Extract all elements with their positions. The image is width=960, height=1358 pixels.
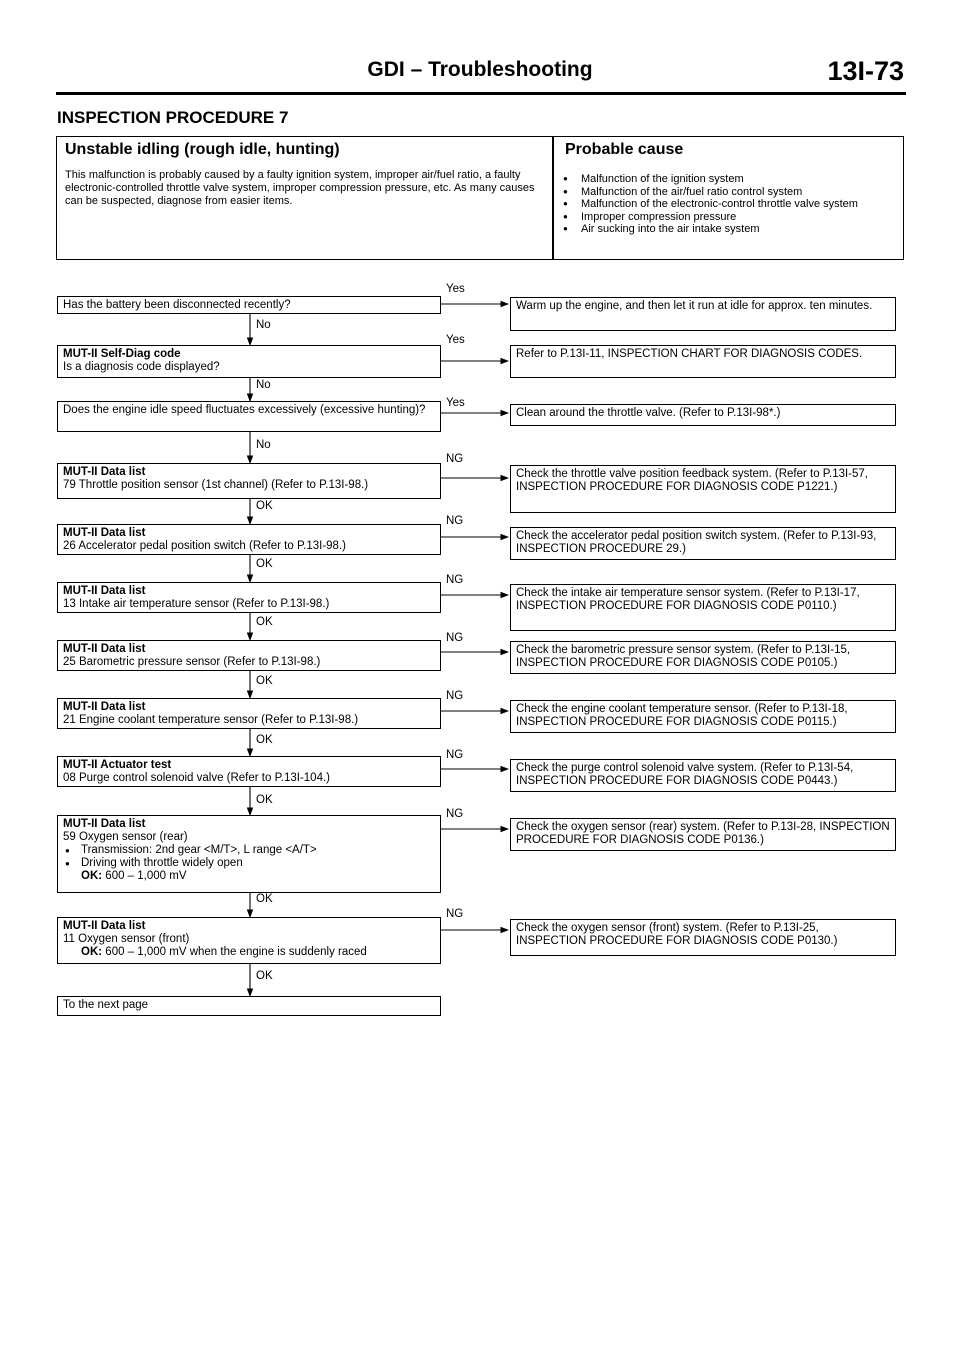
next-label: OK [256, 616, 273, 628]
step-title: MUT-II Data list [63, 920, 146, 932]
step-label: 79 Throttle position sensor (1st channel) (Refer to P.13I-98.) [63, 479, 369, 491]
final-box [57, 996, 441, 1016]
result-text: Check the oxygen sensor (front) system. (Refer to P.13I-25, INSPECTION PROCEDURE FOR DIAGNOSIS CODE P0130.) [516, 922, 838, 947]
step-label: 08 Purge control solenoid valve (Refer to P.13I-104.) [63, 772, 330, 784]
ok-key: OK: [81, 870, 103, 882]
result-box [510, 700, 896, 733]
ok-key: OK: [81, 946, 103, 958]
next-label: No [256, 439, 271, 451]
ok-spec [63, 946, 367, 958]
cause-title: Probable cause [565, 141, 684, 158]
result-text: Check the intake air temperature sensor system. (Refer to P.13I-17, INSPECTION PROCEDURE FOR DIAGNOSIS CODE P0110.) [516, 587, 860, 612]
cause-item: ● Malfunction of the electronic-control throttle valve system [557, 198, 897, 211]
result-box [510, 345, 896, 378]
ok-value: 600 – 1,000 mV when the engine is suddenly raced [105, 946, 367, 958]
step-label: 26 Accelerator pedal position switch (Refer to P.13I-98.) [63, 540, 346, 552]
step-box [57, 698, 441, 729]
branch-label: NG [446, 453, 464, 465]
result-text: Check the throttle valve position feedback system. (Refer to P.13I-57, INSPECTION PROCEDURE FOR DIAGNOSIS CODE P1221.) [516, 468, 868, 493]
step-box [57, 296, 441, 314]
cause-item: ● Improper compression pressure [557, 211, 897, 224]
cause-item: ● Malfunction of the air/fuel ratio control system [557, 186, 897, 199]
step-label: Has the battery been disconnected recently? [63, 299, 291, 311]
step-label: 11 Oxygen sensor (front) [63, 933, 190, 945]
next-label: OK [256, 970, 273, 982]
next-label: OK [256, 893, 273, 905]
step-box [57, 463, 441, 499]
step-box [57, 815, 441, 893]
step-title: MUT-II Self-Diag code [63, 348, 181, 360]
procedure-title: INSPECTION PROCEDURE 7 [57, 108, 289, 127]
step-label: 21 Engine coolant temperature sensor (Refer to P.13I-98.) [63, 714, 359, 726]
result-box [510, 818, 896, 851]
next-label: No [256, 379, 271, 391]
condition-item: ● Driving with throttle widely open [63, 857, 435, 870]
result-box [510, 404, 896, 426]
step-title: MUT-II Data list [63, 818, 146, 830]
branch-label: Yes [446, 397, 465, 409]
step-box [57, 756, 441, 787]
ok-value: 600 – 1,000 mV [105, 870, 187, 882]
symptom-text: This malfunction is probably caused by a faulty ignition system, improper air/fuel ratio, a faulty electronic-controlled throttle valve system, improper compression pressure, etc. As many causes can be suspected, diagnose from easier items. [65, 169, 535, 207]
step-box [57, 917, 441, 964]
next-label: OK [256, 734, 273, 746]
page-number: 13I-73 [827, 56, 904, 86]
next-label: OK [256, 675, 273, 687]
cause-item: ● Air sucking into the air intake system [557, 223, 897, 236]
step-box [57, 582, 441, 613]
step-label: Does the engine idle speed fluctuates excessively (excessive hunting)? [63, 404, 426, 416]
next-label: OK [256, 500, 273, 512]
step-box [57, 345, 441, 378]
branch-label: Yes [446, 334, 465, 346]
result-text: Check the accelerator pedal position switch system. (Refer to P.13I-93, INSPECTION PROCEDURE 29.) [516, 530, 877, 555]
step-label: 13 Intake air temperature sensor (Refer to P.13I-98.) [63, 598, 330, 610]
symptom-title: Unstable idling (rough idle, hunting) [65, 141, 340, 158]
step-title: MUT-II Data list [63, 466, 146, 478]
result-text: Warm up the engine, and then let it run at idle for approx. ten minutes. [516, 300, 873, 312]
step-box [57, 640, 441, 671]
branch-label: Yes [446, 283, 465, 295]
result-box [510, 759, 896, 792]
result-text: Refer to P.13I-11, INSPECTION CHART FOR DIAGNOSIS CODES. [516, 348, 863, 360]
step-box [57, 524, 441, 555]
result-text: Check the oxygen sensor (rear) system. (Refer to P.13I-28, INSPECTION PROCEDURE FOR DIAGNOSIS CODE P0136.) [516, 821, 890, 846]
result-text: Check the barometric pressure sensor system. (Refer to P.13I-15, INSPECTION PROCEDURE FOR DIAGNOSIS CODE P0105.) [516, 644, 851, 669]
header-title: GDI – Troubleshooting [367, 58, 593, 81]
branch-label: NG [446, 574, 464, 586]
step-label: 25 Barometric pressure sensor (Refer to P.13I-98.) [63, 656, 321, 668]
ok-spec [63, 870, 187, 882]
branch-label: NG [446, 690, 464, 702]
final-label: To the next page [63, 999, 149, 1011]
branch-label: NG [446, 749, 464, 761]
result-text: Check the engine coolant temperature sensor. (Refer to P.13I-18, INSPECTION PROCEDURE FOR DIAGNOSIS CODE P0115.) [516, 703, 848, 728]
condition-item: ● Transmission: 2nd gear <M/T>, L range <A/T> [63, 844, 435, 857]
result-box [510, 527, 896, 560]
result-box [510, 297, 896, 331]
cause-item: ● Malfunction of the ignition system [557, 173, 897, 186]
result-text: Clean around the throttle valve. (Refer to P.13I-98*.) [516, 407, 781, 419]
step-label: 59 Oxygen sensor (rear) [63, 831, 188, 843]
step-title: MUT-II Data list [63, 701, 146, 713]
result-box [510, 465, 896, 513]
result-box [510, 919, 896, 956]
next-label: OK [256, 558, 273, 570]
branch-label: NG [446, 632, 464, 644]
next-label: No [256, 319, 271, 331]
next-label: OK [256, 794, 273, 806]
step-box [57, 401, 441, 432]
step-label: Is a diagnosis code displayed? [63, 361, 220, 373]
result-box [510, 641, 896, 674]
step-title: MUT-II Data list [63, 527, 146, 539]
step-title: MUT-II Actuator test [63, 759, 172, 771]
result-box [510, 584, 896, 631]
step-title: MUT-II Data list [63, 643, 146, 655]
branch-label: NG [446, 908, 464, 920]
branch-label: NG [446, 515, 464, 527]
result-text: Check the purge control solenoid valve system. (Refer to P.13I-54, INSPECTION PROCEDURE FOR DIAGNOSIS CODE P0443.) [516, 762, 854, 787]
branch-label: NG [446, 808, 464, 820]
step-title: MUT-II Data list [63, 585, 146, 597]
